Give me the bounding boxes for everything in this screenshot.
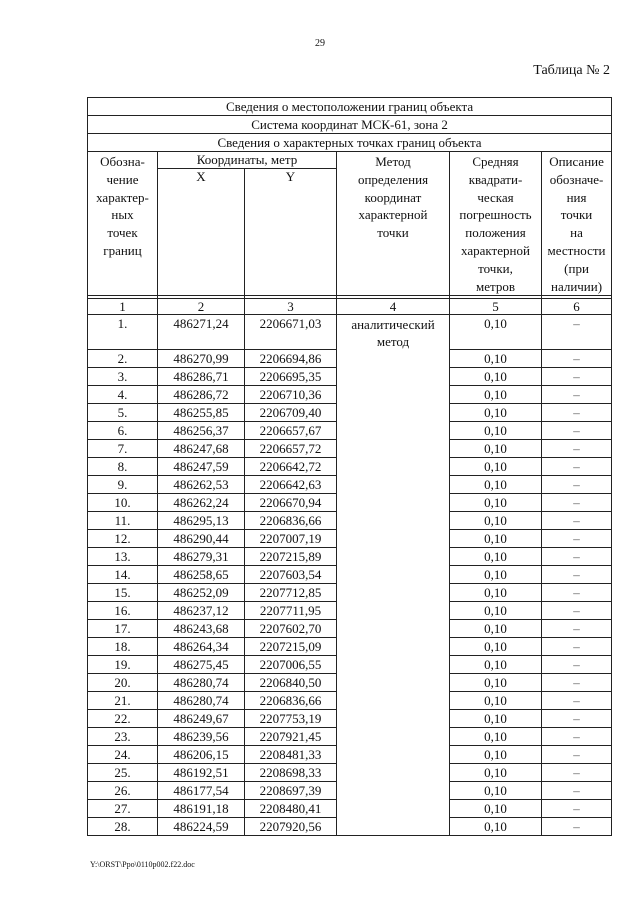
mean-square-error: 0,10 — [450, 458, 542, 476]
coordinate-x: 486279,31 — [158, 548, 245, 566]
point-number: 14. — [88, 566, 158, 584]
coordinate-x: 486177,54 — [158, 782, 245, 800]
table-caption: Таблица № 2 — [533, 63, 610, 78]
coordinate-x: 486239,56 — [158, 728, 245, 746]
mean-square-error: 0,10 — [450, 602, 542, 620]
point-number: 27. — [88, 800, 158, 818]
point-number: 2. — [88, 350, 158, 368]
point-description: – — [542, 422, 612, 440]
point-number: 10. — [88, 494, 158, 512]
point-number: 13. — [88, 548, 158, 566]
mean-square-error: 0,10 — [450, 512, 542, 530]
mean-square-error: 0,10 — [450, 584, 542, 602]
column-number-4: 4 — [337, 299, 450, 315]
coordinate-y: 2206710,36 — [245, 386, 337, 404]
coordinate-y: 2206709,40 — [245, 404, 337, 422]
coordinate-x: 486192,51 — [158, 764, 245, 782]
point-number: 15. — [88, 584, 158, 602]
point-description: – — [542, 584, 612, 602]
mean-square-error: 0,10 — [450, 566, 542, 584]
coordinate-x: 486258,65 — [158, 566, 245, 584]
point-number: 20. — [88, 674, 158, 692]
point-description: – — [542, 656, 612, 674]
point-number: 16. — [88, 602, 158, 620]
coordinate-x: 486247,68 — [158, 440, 245, 458]
mean-square-error: 0,10 — [450, 764, 542, 782]
mean-square-error: 0,10 — [450, 422, 542, 440]
header-designation: Обозна- чение характер- ных точек границ — [88, 152, 158, 296]
header-method: Метод определения координат характерной точки — [337, 152, 450, 296]
coordinate-x: 486243,68 — [158, 620, 245, 638]
mean-square-error: 0,10 — [450, 674, 542, 692]
coordinate-y: 2207753,19 — [245, 710, 337, 728]
point-description: – — [542, 458, 612, 476]
coordinate-x: 486262,53 — [158, 476, 245, 494]
coordinate-x: 486256,37 — [158, 422, 245, 440]
point-description: – — [542, 386, 612, 404]
coordinate-y: 2207215,09 — [245, 638, 337, 656]
point-number: 24. — [88, 746, 158, 764]
coordinate-y: 2206840,50 — [245, 674, 337, 692]
mean-square-error: 0,10 — [450, 440, 542, 458]
boundary-points-table — [87, 97, 612, 836]
mean-square-error: 0,10 — [450, 746, 542, 764]
table-row — [88, 315, 612, 350]
point-number: 8. — [88, 458, 158, 476]
point-description: – — [542, 530, 612, 548]
coordinate-y: 2208698,33 — [245, 764, 337, 782]
coordinate-y: 2206694,86 — [245, 350, 337, 368]
mean-square-error: 0,10 — [450, 386, 542, 404]
point-description: – — [542, 350, 612, 368]
coordinate-y: 2206671,03 — [245, 315, 337, 350]
header-coordinates: Координаты, метр — [158, 152, 337, 169]
method-cell: аналитический метод — [337, 315, 450, 836]
point-description: – — [542, 494, 612, 512]
point-description: – — [542, 368, 612, 386]
coordinate-y: 2206642,72 — [245, 458, 337, 476]
point-number: 4. — [88, 386, 158, 404]
coordinate-y: 2206695,35 — [245, 368, 337, 386]
coordinate-y: 2207921,45 — [245, 728, 337, 746]
point-number: 28. — [88, 818, 158, 836]
point-description: – — [542, 566, 612, 584]
coordinate-y: 2206836,66 — [245, 512, 337, 530]
coordinate-x: 486271,24 — [158, 315, 245, 350]
mean-square-error: 0,10 — [450, 476, 542, 494]
header-x: X — [158, 169, 245, 296]
mean-square-error: 0,10 — [450, 782, 542, 800]
coordinate-x: 486249,67 — [158, 710, 245, 728]
coordinate-y: 2208697,39 — [245, 782, 337, 800]
mean-square-error: 0,10 — [450, 800, 542, 818]
point-number: 21. — [88, 692, 158, 710]
mean-square-error: 0,10 — [450, 548, 542, 566]
header-error: Средняя квадрати- ческая погрешность положения характерной точки, метров — [450, 152, 542, 296]
mean-square-error: 0,10 — [450, 620, 542, 638]
table-title-location: Сведения о местоположении границ объекта — [88, 98, 612, 116]
point-description: – — [542, 710, 612, 728]
coordinate-x: 486275,45 — [158, 656, 245, 674]
point-number: 5. — [88, 404, 158, 422]
coordinate-y: 2206836,66 — [245, 692, 337, 710]
point-number: 26. — [88, 782, 158, 800]
point-number: 23. — [88, 728, 158, 746]
coordinate-y: 2206657,67 — [245, 422, 337, 440]
point-description: – — [542, 800, 612, 818]
mean-square-error: 0,10 — [450, 404, 542, 422]
coordinate-x: 486252,09 — [158, 584, 245, 602]
point-description: – — [542, 404, 612, 422]
table-title-coordinate-system: Система координат МСК-61, зона 2 — [88, 116, 612, 134]
point-number: 19. — [88, 656, 158, 674]
coordinate-x: 486280,74 — [158, 692, 245, 710]
point-description: – — [542, 746, 612, 764]
column-number-1: 1 — [88, 299, 158, 315]
coordinate-y: 2207920,56 — [245, 818, 337, 836]
mean-square-error: 0,10 — [450, 692, 542, 710]
mean-square-error: 0,10 — [450, 494, 542, 512]
coordinate-x: 486264,34 — [158, 638, 245, 656]
point-number: 6. — [88, 422, 158, 440]
point-description: – — [542, 315, 612, 350]
point-number: 12. — [88, 530, 158, 548]
point-description: – — [542, 818, 612, 836]
coordinate-x: 486224,59 — [158, 818, 245, 836]
coordinate-x: 486280,74 — [158, 674, 245, 692]
coordinate-x: 486206,15 — [158, 746, 245, 764]
coordinate-y: 2207712,85 — [245, 584, 337, 602]
coordinate-x: 486286,72 — [158, 386, 245, 404]
table-title-points: Сведения о характерных точках границ объекта — [88, 134, 612, 152]
mean-square-error: 0,10 — [450, 656, 542, 674]
column-number-6: 6 — [542, 299, 612, 315]
point-number: 3. — [88, 368, 158, 386]
column-number-2: 2 — [158, 299, 245, 315]
column-number-3: 3 — [245, 299, 337, 315]
point-number: 9. — [88, 476, 158, 494]
point-number: 17. — [88, 620, 158, 638]
coordinate-y: 2207711,95 — [245, 602, 337, 620]
coordinate-y: 2206657,72 — [245, 440, 337, 458]
point-description: – — [542, 620, 612, 638]
point-description: – — [542, 638, 612, 656]
point-description: – — [542, 476, 612, 494]
point-number: 7. — [88, 440, 158, 458]
mean-square-error: 0,10 — [450, 368, 542, 386]
mean-square-error: 0,10 — [450, 350, 542, 368]
coordinate-y: 2208481,33 — [245, 746, 337, 764]
point-description: – — [542, 602, 612, 620]
coordinate-y: 2206670,94 — [245, 494, 337, 512]
mean-square-error: 0,10 — [450, 638, 542, 656]
point-number: 25. — [88, 764, 158, 782]
point-number: 11. — [88, 512, 158, 530]
point-description: – — [542, 512, 612, 530]
header-y: Y — [245, 169, 337, 296]
coordinate-x: 486237,12 — [158, 602, 245, 620]
point-description: – — [542, 764, 612, 782]
coordinate-x: 486295,13 — [158, 512, 245, 530]
point-description: – — [542, 782, 612, 800]
coordinate-x: 486286,71 — [158, 368, 245, 386]
mean-square-error: 0,10 — [450, 728, 542, 746]
point-number: 22. — [88, 710, 158, 728]
column-number-5: 5 — [450, 299, 542, 315]
mean-square-error: 0,10 — [450, 530, 542, 548]
coordinate-y: 2207006,55 — [245, 656, 337, 674]
coordinate-y: 2207603,54 — [245, 566, 337, 584]
coordinate-x: 486290,44 — [158, 530, 245, 548]
coordinate-x: 486191,18 — [158, 800, 245, 818]
header-description: Описание обозначе- ния точки на местности (при наличии) — [542, 152, 612, 296]
coordinate-x: 486270,99 — [158, 350, 245, 368]
point-description: – — [542, 674, 612, 692]
coordinate-y: 2208480,41 — [245, 800, 337, 818]
coordinate-y: 2207215,89 — [245, 548, 337, 566]
page-number: 29 — [315, 38, 325, 49]
point-description: – — [542, 728, 612, 746]
coordinate-x: 486255,85 — [158, 404, 245, 422]
mean-square-error: 0,10 — [450, 315, 542, 350]
mean-square-error: 0,10 — [450, 818, 542, 836]
coordinate-y: 2206642,63 — [245, 476, 337, 494]
mean-square-error: 0,10 — [450, 710, 542, 728]
coordinate-x: 486262,24 — [158, 494, 245, 512]
point-description: – — [542, 440, 612, 458]
point-number: 18. — [88, 638, 158, 656]
coordinate-y: 2207602,70 — [245, 620, 337, 638]
coordinate-x: 486247,59 — [158, 458, 245, 476]
point-number: 1. — [88, 315, 158, 350]
coordinate-y: 2207007,19 — [245, 530, 337, 548]
footer-file-path: Y:\ORST\Ppo\0110p002.f22.doc — [90, 860, 195, 869]
point-description: – — [542, 692, 612, 710]
point-description: – — [542, 548, 612, 566]
